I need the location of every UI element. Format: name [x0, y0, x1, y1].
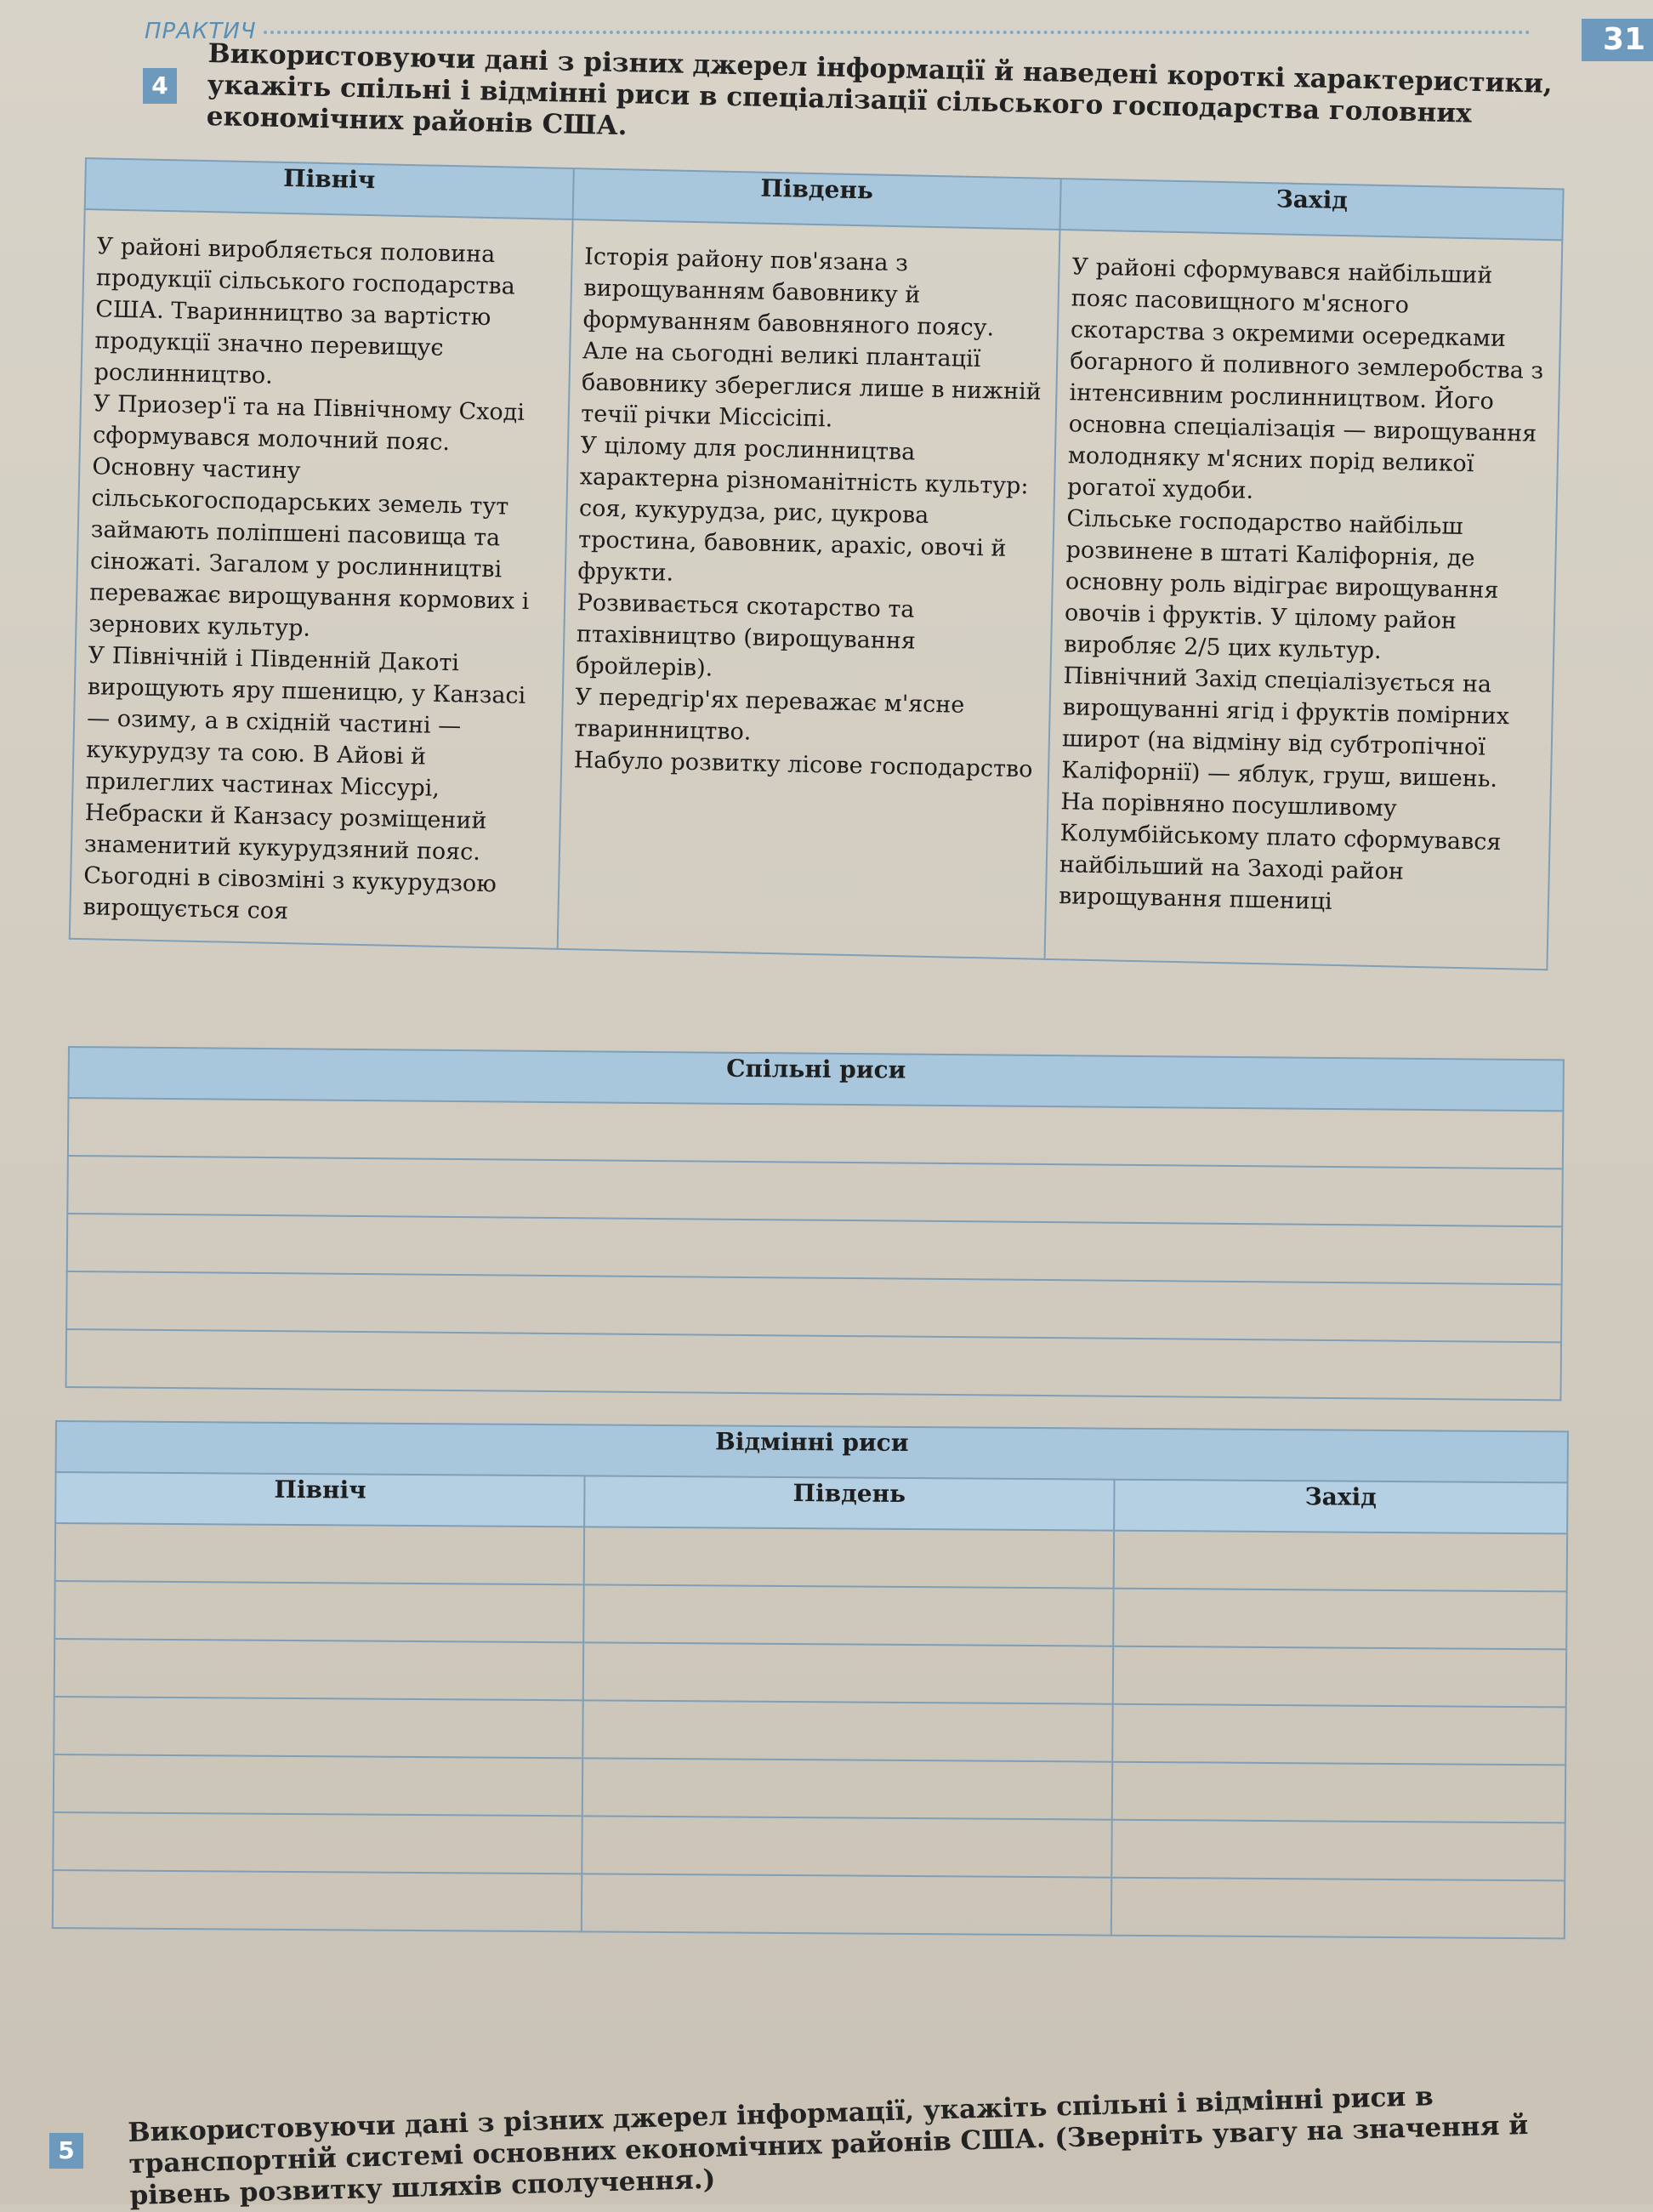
- answer-cell[interactable]: [1112, 1646, 1566, 1708]
- answer-cell[interactable]: [53, 1870, 582, 1931]
- regions-table: [69, 157, 1565, 970]
- task-number-5: 5: [49, 2133, 83, 2169]
- answer-cell[interactable]: [1111, 1762, 1565, 1823]
- answer-cell[interactable]: [1112, 1704, 1566, 1766]
- header-south: Південь: [572, 168, 1061, 230]
- answer-cell[interactable]: [1111, 1820, 1565, 1881]
- answer-cell[interactable]: [584, 1527, 1114, 1588]
- cell-south: [557, 219, 1059, 959]
- task-5-text: Використовуючи дані з різних джерел інформації, укажіть спільні і відмінні риси в транспортній системі основних економічних районів США. (Зверніть увагу на значення й рівень розвитку шляхів сполучення.): [128, 2081, 1529, 2211]
- diff-header-north: Північ: [55, 1472, 585, 1527]
- answer-cell[interactable]: [1111, 1878, 1565, 1939]
- answer-cell[interactable]: [1113, 1589, 1567, 1650]
- answer-cell[interactable]: [583, 1700, 1113, 1761]
- answer-cell[interactable]: [582, 1874, 1111, 1935]
- answer-cell[interactable]: [54, 1639, 584, 1700]
- page-number: 31: [1582, 19, 1653, 61]
- different-features-table: [52, 1420, 1569, 1939]
- header-north: Північ: [85, 158, 574, 219]
- common-features-table: [65, 1046, 1564, 1401]
- north-paragraph: У Північній і Південній Дакоті вирощують яру пшеницю, у Канзасі — озиму, а в східній частині — кукурудзу та сою. В Айові й прилеглих частинах Міссурі, Небраски й Канзасу розміщений знаменитий кукурудзяний пояс. Сьогодні в сівозміні з кукурудзою вирощується соя: [82, 642, 526, 925]
- west-paragraph: Сільське господарство найбільш розвинене в штаті Каліфорнія, де основну роль відіграє вирощування овочів і фруктів. У цілому район виробляє 2/5 цих культур.: [1063, 505, 1499, 665]
- header-west: Захід: [1060, 179, 1564, 240]
- page-header: [145, 19, 1646, 57]
- west-paragraph: Північний Захід спеціалізується на вирощуванні ягід і фруктів помірних широт (на відміну від субтропічної Каліфорнії) — яблук, груш, вишень. На порівняно посушливому Колумбійському плато сформувався найбільший на Заході район вирощування пшениці: [1058, 662, 1510, 915]
- different-features-title: Відмінні риси: [56, 1421, 1568, 1482]
- answer-cell[interactable]: [583, 1584, 1113, 1646]
- south-paragraph: Розвивається скотарство та птахівництво (вирощування бройлерів).: [575, 589, 917, 682]
- cell-west: [1045, 230, 1563, 970]
- south-paragraph: У цілому для рослинництва характерна різноманітність культур: соя, кукурудза, рис, цукрова тростина, бавовник, арахіс, овочі й фрукти.: [577, 432, 1029, 587]
- south-paragraph: У передгір'ях переважає м'ясне тваринництво.: [574, 684, 965, 746]
- cell-north: [70, 209, 572, 949]
- dotted-divider: [264, 31, 1531, 37]
- section-title: ПРАКТИЧ: [145, 19, 257, 44]
- north-paragraph: У районі виробляється половина продукції сільського господарства США. Тваринництво за вартістю продукції значно перевищує рослинництво.: [94, 233, 516, 390]
- answer-cell[interactable]: [55, 1523, 585, 1584]
- answer-cell[interactable]: [54, 1697, 583, 1758]
- answer-cell[interactable]: [54, 1754, 583, 1816]
- answer-cell[interactable]: [583, 1642, 1113, 1703]
- answer-cell[interactable]: [582, 1816, 1112, 1877]
- answer-cell[interactable]: [53, 1812, 582, 1874]
- common-features-title: Спільні риси: [68, 1047, 1563, 1111]
- south-paragraph: Набуло розвитку лісове господарство: [573, 747, 1033, 783]
- task-number-4: 4: [143, 68, 177, 104]
- task-4-text: Використовуючи дані з різних джерел інформації й наведені короткі характеристики, укажіть спільні і відмінні риси в спеціалізації сільського господарства головних економічних районів США.: [206, 38, 1554, 142]
- west-paragraph: У районі сформувався найбільший пояс пасовищного м'ясного скотарства з окремими осередками богарного й поливного землеробства з інтенсивним рослинництвом. Його основна спеціалізація — вирощування молодняку м'ясних порід великої рогатої худоби.: [1066, 253, 1544, 504]
- diff-header-south: Південь: [584, 1476, 1114, 1530]
- south-paragraph: Історія району пов'язана з вирощуванням бавовнику й формуванням бавовняного поясу. Але на сьогодні великі плантації бавовнику збереглися лише в нижній течії річки Міссісіпі.: [581, 243, 1042, 433]
- answer-cell[interactable]: [582, 1758, 1112, 1819]
- north-paragraph: У Приозер'ї та на Північному Сході сформувався молочний пояс. Основну частину сільськогосподарських земель тут займають поліпшені пасовища та сіножаті. Загалом у рослинництві переважає вирощування кормових і зернових культур.: [88, 390, 530, 642]
- answer-line[interactable]: [66, 1329, 1562, 1400]
- answer-cell[interactable]: [1113, 1531, 1567, 1592]
- diff-header-west: Захід: [1114, 1480, 1568, 1534]
- answer-cell[interactable]: [54, 1581, 584, 1642]
